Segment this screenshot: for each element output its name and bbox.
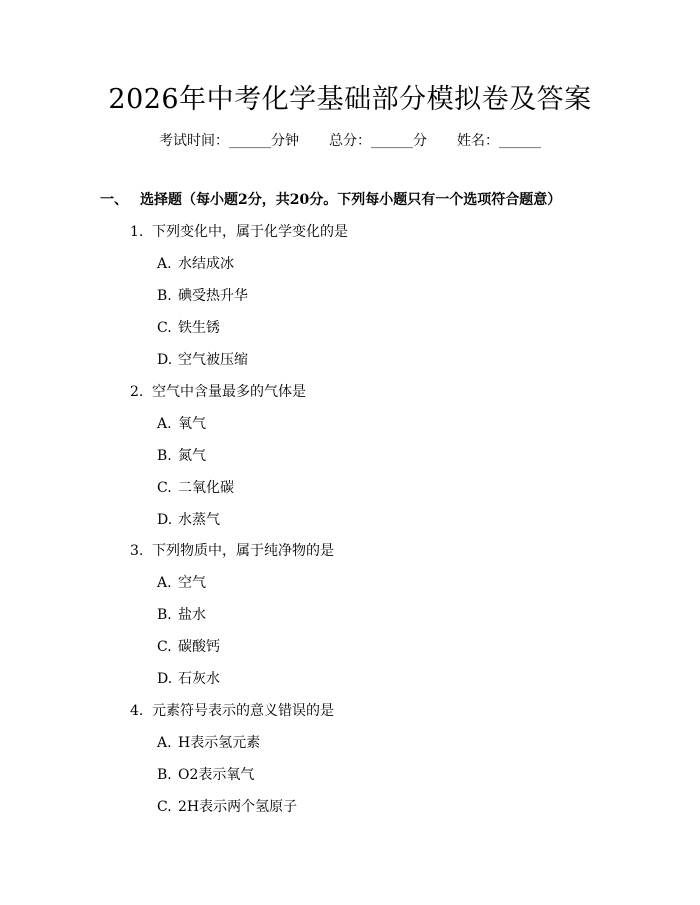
option-text: 盐水 bbox=[178, 607, 206, 623]
option-letter: B. bbox=[157, 607, 172, 623]
exam-title: 2026年中考化学基础部分模拟卷及答案 bbox=[108, 84, 592, 115]
exam-info-line bbox=[0, 131, 700, 151]
option-1d bbox=[157, 350, 248, 370]
option-4b bbox=[157, 765, 254, 785]
option-text: 碘受热升华 bbox=[178, 288, 248, 304]
option-letter: A. bbox=[157, 416, 172, 432]
option-3d bbox=[157, 669, 220, 689]
option-text: 氮气 bbox=[178, 448, 206, 464]
option-letter: A. bbox=[157, 575, 172, 591]
section-heading bbox=[100, 190, 561, 210]
option-text: 氧气 bbox=[178, 416, 206, 432]
option-4c bbox=[157, 797, 297, 817]
option-text: H表示氢元素 bbox=[178, 735, 261, 751]
question-3 bbox=[130, 541, 334, 561]
option-2d bbox=[157, 510, 220, 530]
option-text: 碳酸钙 bbox=[178, 639, 220, 655]
option-letter: C. bbox=[157, 320, 172, 336]
option-letter: C. bbox=[157, 639, 172, 655]
option-text: 水结成冰 bbox=[178, 256, 234, 272]
option-letter: A. bbox=[157, 256, 172, 272]
option-4a bbox=[157, 733, 260, 753]
section-number: 一、 bbox=[100, 192, 128, 208]
exam-time-field: 考试时间：______分钟 bbox=[159, 133, 299, 149]
section-title: 选择题（每小题2分，共20分。下列每小题只有一个选项符合题意） bbox=[140, 192, 562, 208]
question-number: 2. bbox=[130, 384, 144, 400]
option-2c bbox=[157, 478, 234, 498]
option-text: O2表示氧气 bbox=[178, 767, 255, 783]
question-1 bbox=[130, 222, 348, 242]
option-letter: A. bbox=[157, 735, 172, 751]
total-score-field: 总分：______分 bbox=[329, 133, 427, 149]
option-2b bbox=[157, 446, 206, 466]
question-4 bbox=[130, 701, 334, 721]
option-1b bbox=[157, 286, 248, 306]
option-text: 石灰水 bbox=[178, 671, 220, 687]
question-text: 空气中含量最多的气体是 bbox=[152, 384, 306, 400]
option-text: 空气被压缩 bbox=[178, 352, 248, 368]
option-letter: D. bbox=[157, 512, 173, 528]
option-3c bbox=[157, 637, 220, 657]
option-text: 铁生锈 bbox=[178, 320, 220, 336]
option-letter: D. bbox=[157, 671, 173, 687]
option-text: 空气 bbox=[178, 575, 206, 591]
question-2 bbox=[130, 382, 306, 402]
option-letter: B. bbox=[157, 448, 172, 464]
question-text: 下列变化中，属于化学变化的是 bbox=[152, 224, 348, 240]
option-1c bbox=[157, 318, 220, 338]
option-text: 水蒸气 bbox=[178, 512, 220, 528]
question-number: 4. bbox=[130, 703, 144, 719]
option-3a bbox=[157, 573, 206, 593]
question-number: 1. bbox=[130, 224, 144, 240]
option-letter: C. bbox=[157, 480, 172, 496]
option-letter: B. bbox=[157, 288, 172, 304]
option-2a bbox=[157, 414, 206, 434]
option-letter: B. bbox=[157, 767, 172, 783]
question-text: 元素符号表示的意义错误的是 bbox=[152, 703, 334, 719]
option-letter: C. bbox=[157, 799, 172, 815]
option-3b bbox=[157, 605, 206, 625]
option-text: 2H表示两个氢原子 bbox=[178, 799, 298, 815]
student-name-field: 姓名：______ bbox=[457, 133, 541, 149]
option-text: 二氧化碳 bbox=[178, 480, 234, 496]
option-1a bbox=[157, 254, 234, 274]
question-text: 下列物质中，属于纯净物的是 bbox=[152, 543, 334, 559]
question-number: 3. bbox=[130, 543, 144, 559]
option-letter: D. bbox=[157, 352, 173, 368]
